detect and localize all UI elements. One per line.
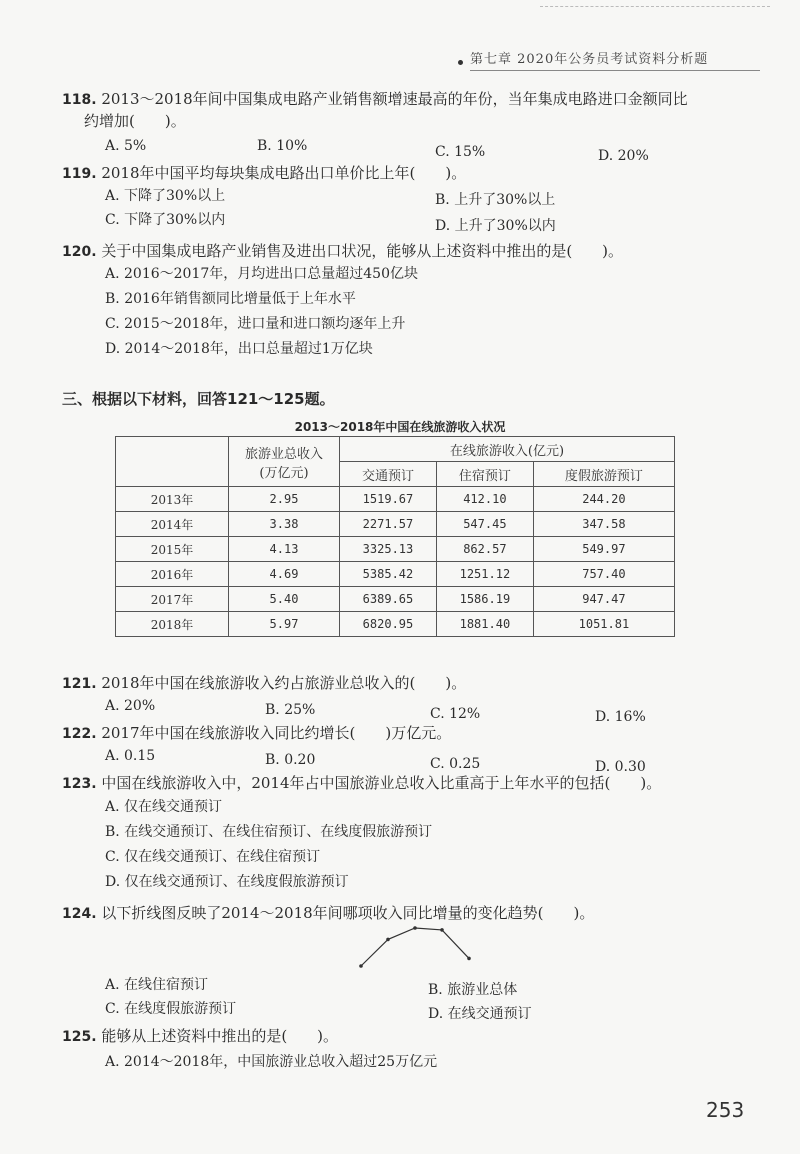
cell-traffic: 5385.42 (340, 562, 437, 587)
page-number: 253 (706, 1098, 745, 1122)
question-number: 124. (62, 906, 97, 922)
cell-total: 2.95 (229, 487, 340, 512)
q120-option-d[interactable]: D. 2014～2018年，出口总量超过1万亿块 (105, 341, 373, 357)
cell-year: 2014年 (116, 512, 229, 537)
cell-total: 4.69 (229, 562, 340, 587)
q120-option-b[interactable]: B. 2016年销售额同比增量低于上年水平 (105, 291, 356, 307)
table-title: 2013～2018年中国在线旅游收入状况 (294, 420, 506, 434)
q119-option-d[interactable]: D. 上升了30%以内 (435, 218, 556, 234)
question-text: 2018年中国在线旅游收入约占旅游业总收入的( )。 (101, 674, 467, 692)
q121-option-d[interactable]: D. 16% (595, 709, 646, 725)
tourism-income-table (115, 436, 675, 637)
q124-option-a[interactable]: A. 在线住宿预订 (105, 977, 209, 993)
q122-option-b[interactable]: B. 0.20 (265, 752, 316, 768)
table-row (116, 562, 675, 587)
question-text: 2017年中国在线旅游收入同比约增长( )万亿元。 (101, 724, 452, 742)
header-traffic: 交通预订 (340, 462, 437, 487)
q118-option-a[interactable]: A. 5% (105, 138, 147, 154)
q124-option-c[interactable]: C. 在线度假旅游预订 (105, 1001, 237, 1017)
running-header (470, 48, 760, 71)
q121-option-c[interactable]: C. 12% (430, 706, 481, 722)
question-number: 121. (62, 676, 97, 692)
q122-option-c[interactable]: C. 0.25 (430, 756, 481, 772)
q121-option-a[interactable]: A. 20% (105, 698, 156, 714)
q119-option-a[interactable]: A. 下降了30%以上 (105, 188, 226, 204)
table-row (116, 487, 675, 512)
question-124 (62, 902, 594, 925)
header-vacation: 度假旅游预订 (533, 462, 674, 487)
question-number: 125. (62, 1029, 97, 1045)
q123-option-c[interactable]: C. 仅在线交通预订、在线住宿预订 (105, 849, 321, 865)
q120-option-a[interactable]: A. 2016～2017年，月均进出口总量超过450亿块 (105, 266, 418, 282)
q124-option-b[interactable]: B. 旅游业总体 (428, 982, 518, 998)
question-text-cont: 约增加( )。 (84, 112, 186, 130)
cell-vacation: 347.58 (533, 512, 674, 537)
cell-total: 5.97 (229, 612, 340, 637)
cell-vacation: 947.47 (533, 587, 674, 612)
cell-hotel: 547.45 (436, 512, 533, 537)
cell-year: 2013年 (116, 487, 229, 512)
question-125 (62, 1025, 338, 1048)
cell-total: 4.13 (229, 537, 340, 562)
trend-point-3 (413, 926, 417, 930)
trend-point-4 (440, 928, 444, 932)
cell-traffic: 6389.65 (340, 587, 437, 612)
cell-hotel: 412.10 (436, 487, 533, 512)
q125-option-a[interactable]: A. 2014～2018年，中国旅游业总收入超过25万亿元 (105, 1054, 438, 1070)
q123-option-d[interactable]: D. 仅在线交通预订、在线度假旅游预订 (105, 874, 349, 890)
q123-option-b[interactable]: B. 在线交通预订、在线住宿预订、在线度假旅游预订 (105, 824, 433, 840)
cell-total: 3.38 (229, 512, 340, 537)
q118-option-d[interactable]: D. 20% (598, 148, 649, 164)
trend-point-1 (359, 964, 363, 968)
question-number: 119. (62, 166, 97, 182)
trend-line-chart (355, 922, 475, 972)
question-text: 能够从上述资料中推出的是( )。 (101, 1027, 339, 1045)
cell-hotel: 1251.12 (436, 562, 533, 587)
trend-point-5 (467, 957, 471, 961)
q119-option-c[interactable]: C. 下降了30%以内 (105, 212, 226, 228)
q118-option-c[interactable]: C. 15% (435, 144, 486, 160)
header-total (229, 437, 340, 487)
table-row (116, 512, 675, 537)
header-total-label: 旅游业总收入 (244, 446, 323, 462)
q118-option-b[interactable]: B. 10% (257, 138, 308, 154)
cell-traffic: 3325.13 (340, 537, 437, 562)
section-title: 三、根据以下材料，回答121～125题。 (62, 390, 335, 408)
question-118 (62, 88, 688, 111)
cell-vacation: 244.20 (533, 487, 674, 512)
table-row (116, 537, 675, 562)
cell-vacation: 757.40 (533, 562, 674, 587)
q121-option-b[interactable]: B. 25% (265, 702, 316, 718)
q122-option-d[interactable]: D. 0.30 (595, 759, 646, 775)
question-118-cont (84, 110, 186, 132)
question-text: 关于中国集成电路产业销售及进出口状况，能够从上述资料中推出的是( )。 (101, 242, 624, 260)
cell-year: 2018年 (116, 612, 229, 637)
cell-year: 2016年 (116, 562, 229, 587)
cell-vacation: 1051.81 (533, 612, 674, 637)
q119-option-b[interactable]: B. 上升了30%以上 (435, 192, 556, 208)
table-row (116, 587, 675, 612)
question-text: 2013～2018年间中国集成电路产业销售额增速最高的年份，当年集成电路进口金额同比 (101, 90, 688, 108)
header-rule (540, 6, 770, 7)
q122-option-a[interactable]: A. 0.15 (105, 748, 156, 764)
cell-year: 2015年 (116, 537, 229, 562)
header-year (116, 437, 229, 487)
trend-series-line (361, 928, 469, 966)
question-text: 以下折线图反映了2014～2018年间哪项收入同比增量的变化趋势( )。 (101, 904, 595, 922)
header-hotel: 住宿预订 (436, 462, 533, 487)
cell-traffic: 2271.57 (340, 512, 437, 537)
q120-option-c[interactable]: C. 2015～2018年，进口量和进口额均逐年上升 (105, 316, 406, 332)
question-number: 120. (62, 244, 97, 260)
trend-point-2 (386, 938, 390, 942)
q123-option-a[interactable]: A. 仅在线交通预订 (105, 799, 223, 815)
table-row (116, 612, 675, 637)
cell-vacation: 549.97 (533, 537, 674, 562)
question-120 (62, 240, 623, 263)
question-123 (62, 772, 661, 795)
question-122 (62, 722, 451, 745)
cell-year: 2017年 (116, 587, 229, 612)
table-header-row (116, 437, 675, 462)
header-text: 第七章 2020年公务员考试资料分析题 (470, 52, 709, 67)
q124-option-d[interactable]: D. 在线交通预订 (428, 1006, 532, 1022)
cell-hotel: 862.57 (436, 537, 533, 562)
question-number: 118. (62, 92, 97, 108)
cell-traffic: 1519.67 (340, 487, 437, 512)
question-number: 123. (62, 776, 97, 792)
cell-hotel: 1586.19 (436, 587, 533, 612)
question-text: 2018年中国平均每块集成电路出口单价比上年( )。 (101, 164, 467, 182)
cell-traffic: 6820.95 (340, 612, 437, 637)
cell-hotel: 1881.40 (436, 612, 533, 637)
header-online: 在线旅游收入(亿元) (340, 437, 675, 462)
header-total-unit: (万亿元) (259, 465, 309, 481)
cell-total: 5.40 (229, 587, 340, 612)
question-number: 122. (62, 726, 97, 742)
question-text: 中国在线旅游收入中，2014年占中国旅游业总收入比重高于上年水平的包括( )。 (101, 774, 662, 792)
question-121 (62, 672, 466, 695)
bullet-icon (458, 60, 463, 65)
question-119 (62, 162, 466, 185)
